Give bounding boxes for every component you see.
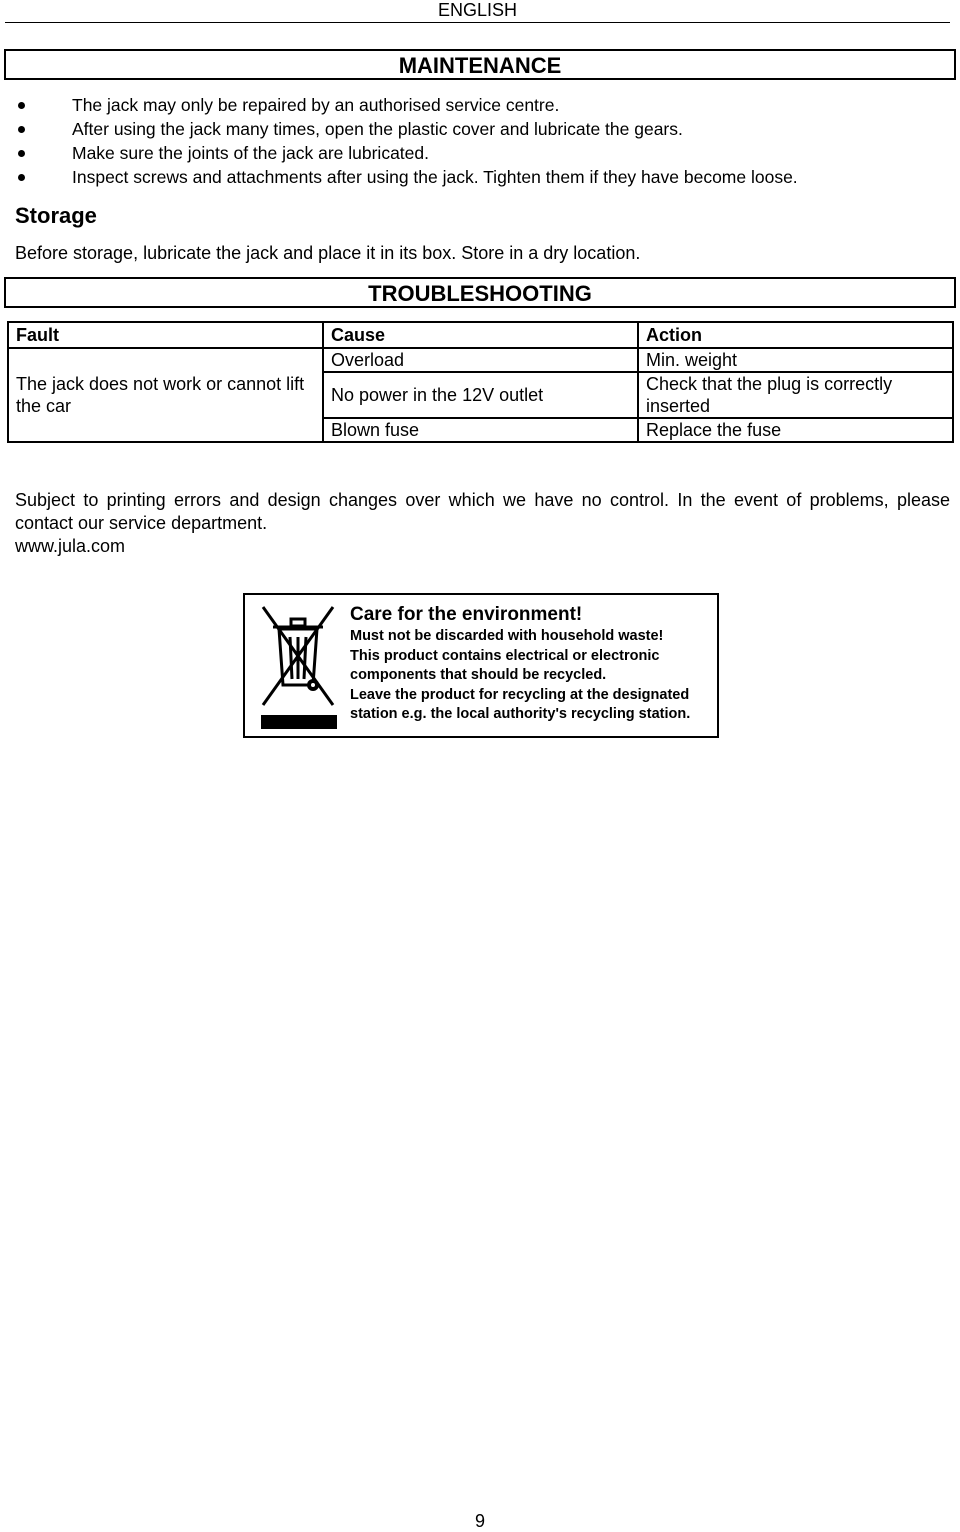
troubleshooting-title: TROUBLESHOOTING [4, 277, 956, 308]
list-item [0, 165, 960, 189]
fault-cell: The jack does not work or cannot lift the car [8, 348, 323, 442]
environment-line: station e.g. the local authority's recycling station. [350, 706, 691, 722]
environment-title: Care for the environment! [350, 604, 583, 625]
cause-cell: No power in the 12V outlet [323, 372, 638, 418]
language-label: ENGLISH [437, 0, 518, 20]
bullet-text: Make sure the joints of the jack are lubricated. [72, 143, 429, 163]
bullet-icon [18, 174, 25, 181]
list-item [0, 93, 960, 117]
maintenance-title: MAINTENANCE [4, 49, 956, 80]
maintenance-list [0, 93, 960, 189]
table-row [8, 348, 953, 372]
bullet-text: Inspect screws and attachments after using the jack. Tighten them if they have become loose. [72, 167, 798, 187]
troubleshooting-table [7, 321, 954, 443]
environment-notice [243, 593, 719, 738]
table-header-row [8, 322, 953, 348]
cause-cell: Blown fuse [323, 418, 638, 442]
bullet-icon [18, 150, 25, 157]
environment-line: This product contains electrical or electronic [350, 647, 660, 664]
bullet-icon [18, 102, 25, 109]
action-cell: Replace the fuse [638, 418, 953, 442]
list-item [0, 117, 960, 141]
environment-line: Must not be discarded with household waste! [350, 628, 664, 644]
crossed-out-wheelie-bin-icon [257, 601, 339, 729]
disclaimer [15, 489, 950, 558]
column-header-fault: Fault [8, 322, 323, 348]
page-number: 9 [474, 1511, 485, 1531]
storage-heading: Storage [15, 203, 97, 228]
storage-text: Before storage, lubricate the jack and place it in its box. Store in a dry location. [15, 243, 641, 263]
column-header-action: Action [638, 322, 953, 348]
list-item [0, 141, 960, 165]
environment-line: components that should be recycled. [350, 667, 607, 683]
disclaimer-text: Subject to printing errors and design changes over which we have no control. In the event of problems, please contact our service department. [15, 490, 950, 533]
page-header [5, 0, 950, 23]
environment-text [350, 603, 715, 725]
bullet-text: The jack may only be repaired by an authorised service centre. [72, 95, 560, 115]
website-url: www.jula.com [15, 536, 126, 556]
action-cell: Min. weight [638, 348, 953, 372]
column-header-cause: Cause [323, 322, 638, 348]
bullet-text: After using the jack many times, open the plastic cover and lubricate the gears. [72, 119, 683, 139]
action-cell: Check that the plug is correctly inserted [638, 372, 953, 418]
cause-cell: Overload [323, 348, 638, 372]
bullet-icon [18, 126, 25, 133]
environment-line: Leave the product for recycling at the designated [350, 686, 690, 703]
